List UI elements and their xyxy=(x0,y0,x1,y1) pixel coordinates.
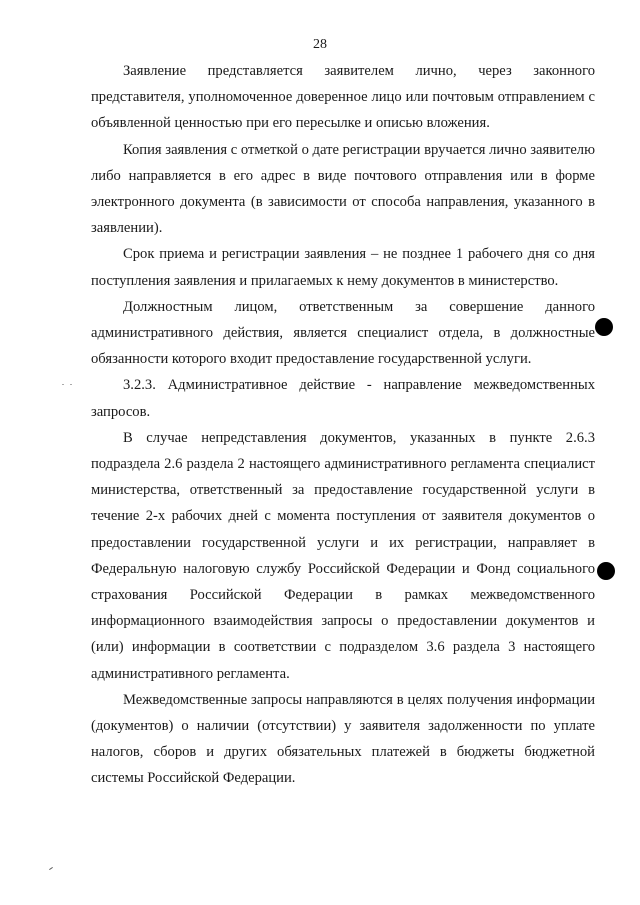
punch-hole-mark xyxy=(597,562,615,580)
paragraph-submission: Заявление представляется заявителем лично, через законного представителя, уполномоченное доверенное лицо или почтовым отправлением с объявленной ценностью при его пересылке и описью вложения. xyxy=(91,63,595,132)
paragraph-copy-of-application: Копия заявления с отметкой о дате регистрации вручается лично заявителю либо направляется в его адрес в виде почтового отправления или в форме электронного документа (в зависимости от способа направления, указанного в заявлении). xyxy=(91,141,595,237)
scan-speck xyxy=(62,384,64,385)
paragraph-request-purpose: Межведомственные запросы направляются в целях получения информации (документов) о наличии (отсутствии) у заявителя задолженности по уплате налогов, сборов и других обязательных платежей в бюджеты бюджетной системы Российской Федерации. xyxy=(91,691,595,787)
paragraph-interagency-requests: В случае непредставления документов, указанных в пункте 2.6.3 подраздела 2.6 раздела 2 настоящего административного регламента специалист министерства, ответственный за предоставление государственной услуги в течение 2-х рабочих дней с момента поступления от заявителя документов о предоставлении государственной услуги и их регистрации, направляет в Федеральную налоговую службу Российской Федерации и Фонд социального страхования Российской Федерации в рамках межведомственного информационного взаимодействия запросы о предоставлении документов и (или) информации в соответствии с подразделом 3.6 раздела 3 настоящего административного регламента. xyxy=(91,429,595,682)
paragraph-registration-deadline: Срок приема и регистрации заявления – не позднее 1 рабочего дня со дня поступления заявления и прилагаемых к нему документов в министерство. xyxy=(91,246,595,289)
page-number: 28 xyxy=(313,37,327,52)
punch-hole-mark xyxy=(595,318,613,336)
document-body xyxy=(91,58,595,792)
scan-speck xyxy=(49,867,53,870)
paragraph-responsible-official: Должностным лицом, ответственным за совершение данного административного действия, является специалист отдела, в должностные обязанности которого входит предоставление государственной услуги. xyxy=(91,298,595,368)
paragraph-section-heading: 3.2.3. Административное действие - направление межведомственных запросов. xyxy=(91,377,595,420)
scan-speck xyxy=(70,384,72,385)
